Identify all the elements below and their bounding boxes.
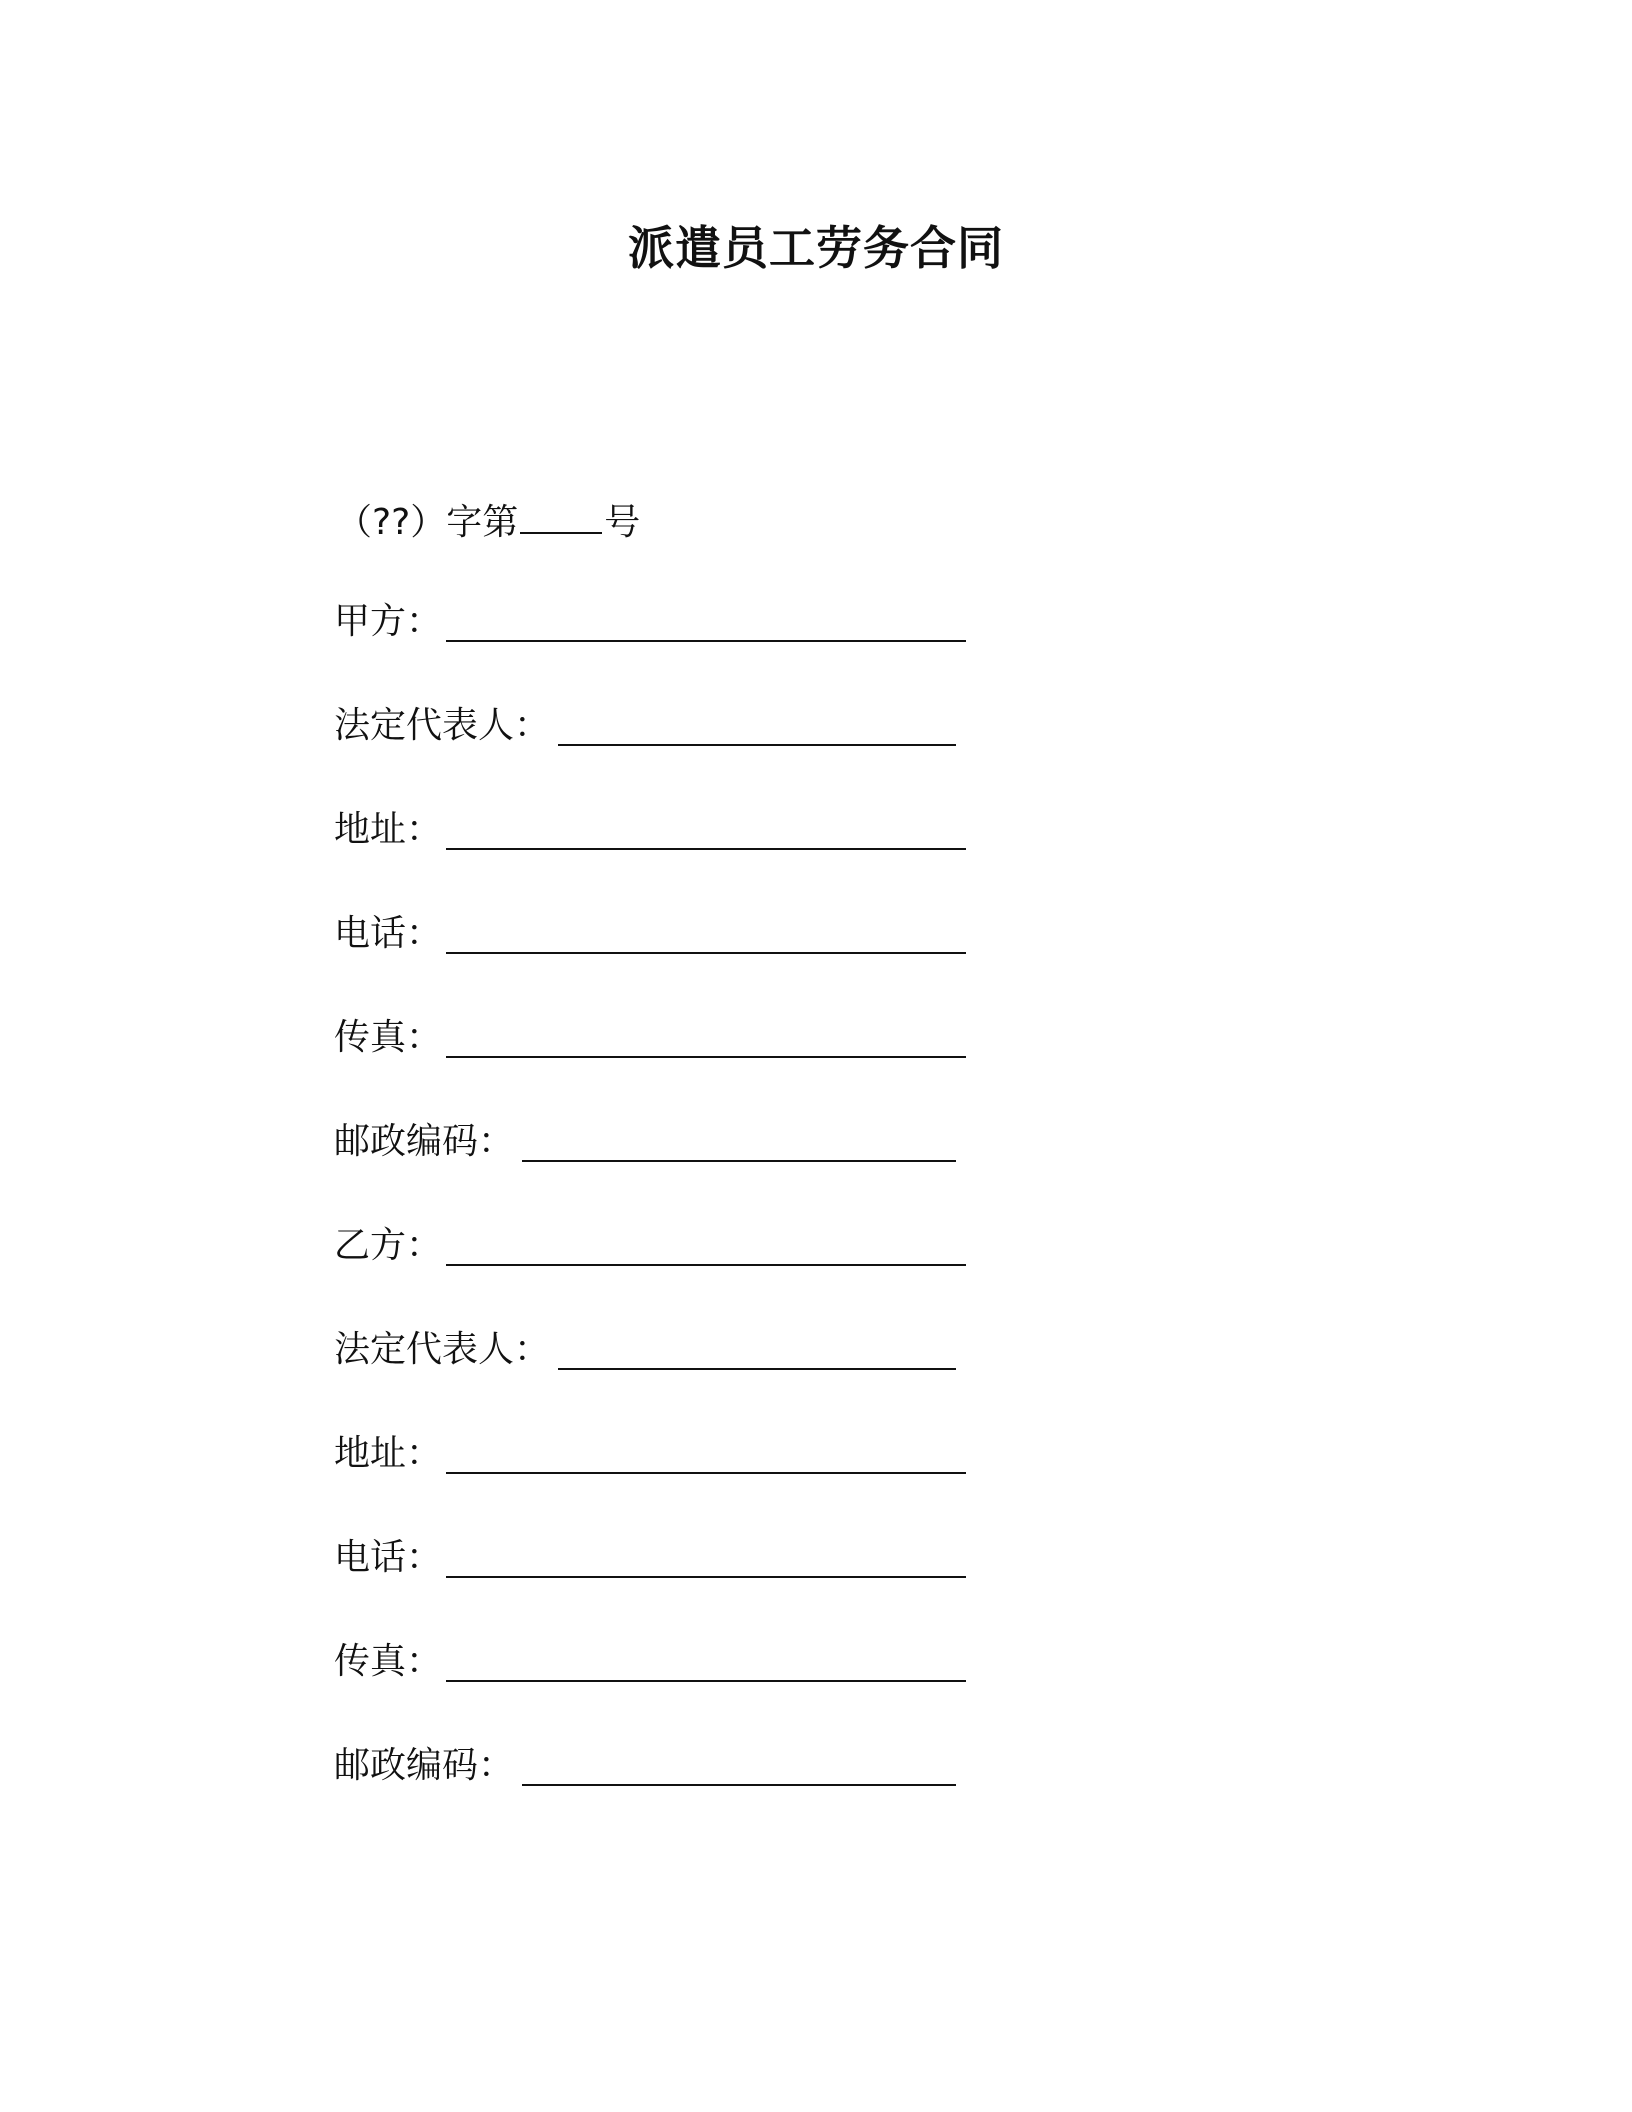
party-b-address-field — [334, 1430, 1054, 1534]
party-a-name-field — [334, 598, 1054, 702]
contract-number-suffix: 号 — [604, 502, 641, 543]
party-a-postcode-label: 邮政编码： — [334, 1121, 515, 1162]
party-a-address-label: 地址： — [334, 809, 443, 850]
party-b-fax-field — [334, 1638, 1054, 1742]
party-a-fax-field — [334, 1014, 1054, 1118]
party-a-rep-label: 法定代表人： — [334, 705, 551, 746]
party-a-name-label: 甲方： — [334, 601, 443, 642]
party-a-rep-blank[interactable] — [558, 744, 956, 746]
party-a-phone-field — [334, 910, 1054, 1014]
party-a-address-blank[interactable] — [446, 848, 966, 850]
party-b-address-blank[interactable] — [446, 1472, 966, 1474]
party-b-postcode-field — [334, 1742, 1054, 1846]
party-b-rep-label: 法定代表人： — [334, 1329, 551, 1370]
contract-number-blank[interactable] — [520, 496, 602, 534]
contract-number-prefix: （??）字第 — [336, 502, 519, 543]
party-a-address-field — [334, 806, 1054, 910]
party-b-fax-blank[interactable] — [446, 1680, 966, 1682]
party-a-fax-blank[interactable] — [446, 1056, 966, 1058]
party-a-rep-field — [334, 702, 1054, 806]
party-a-postcode-blank[interactable] — [522, 1160, 956, 1162]
party-fields — [334, 598, 1054, 1846]
party-a-phone-label: 电话： — [334, 913, 443, 954]
party-a-phone-blank[interactable] — [446, 952, 966, 954]
party-b-rep-blank[interactable] — [558, 1368, 956, 1370]
contract-number-line — [336, 496, 640, 547]
party-b-address-label: 地址： — [334, 1433, 443, 1474]
party-a-name-blank[interactable] — [446, 640, 966, 642]
party-b-postcode-blank[interactable] — [522, 1784, 956, 1786]
party-b-fax-label: 传真： — [334, 1641, 443, 1682]
party-b-postcode-label: 邮政编码： — [334, 1745, 515, 1786]
party-b-name-label: 乙方： — [334, 1225, 443, 1266]
party-b-phone-blank[interactable] — [446, 1576, 966, 1578]
party-b-phone-field — [334, 1534, 1054, 1638]
party-b-phone-label: 电话： — [334, 1537, 443, 1578]
party-b-name-blank[interactable] — [446, 1264, 966, 1266]
party-a-fax-label: 传真： — [334, 1017, 443, 1058]
party-b-name-field — [334, 1222, 1054, 1326]
party-a-postcode-field — [334, 1118, 1054, 1222]
party-b-rep-field — [334, 1326, 1054, 1430]
document-title: 派遣员工劳务合同 — [628, 221, 1004, 275]
